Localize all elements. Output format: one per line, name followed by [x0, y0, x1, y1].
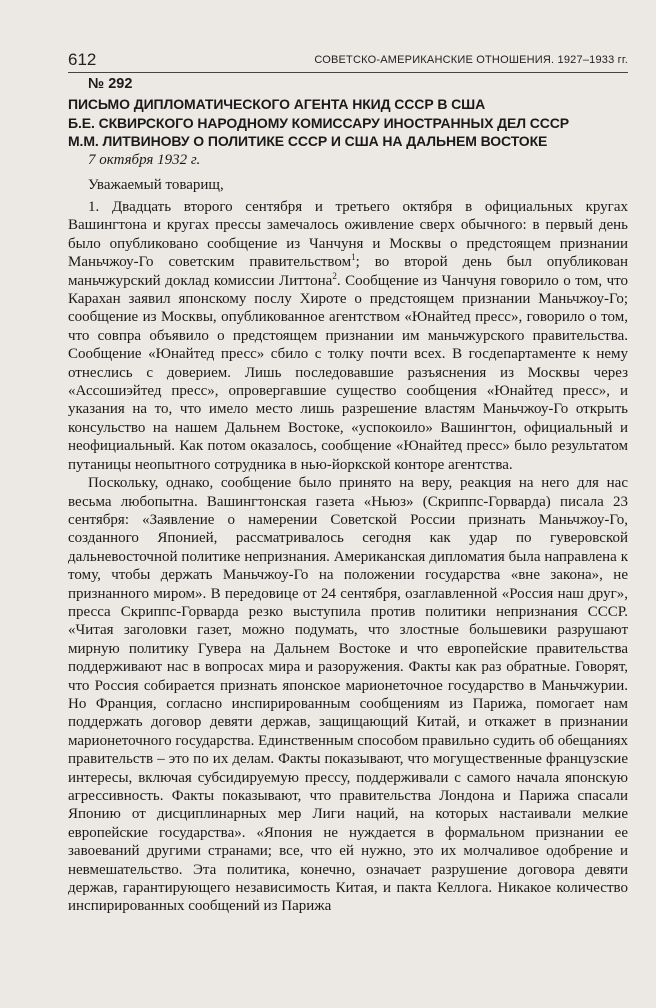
document-date: 7 октября 1932 г.: [88, 152, 201, 168]
paragraph-1-part-c: . Сообщение из Чанчуня говорило о том, что Карахан заявил японскому послу Хироте о предстоящем признании Маньчжоу-Го; сообщение из Москвы, опубликованное агентством «Юнайтед пресс», говорило о том, что совпра объявило о предстоящем признании им маньчжурского правительства. Сообщение «Юнайтед пресс» сбило с толку почти всех. В госдепартаменте к нему отнеслись с доверием. Лишь последовавшие разъяснения из Москвы через «Ассошиэйтед пресс», опровергавшие существо сообщения «Юнайтед пресс», и указания на то, что имело место лишь разрешение властям Маньчжоу-Го открыть консульство на нашем Дальнем Востоке, «успокоило» Вашингтон, официальный и неофициальный. Как потом оказалось, сообщение «Юнайтед пресс» было результатом путаницы неопытного сотрудника в нью-йоркской конторе агентства.: [68, 272, 629, 473]
document-title-line: Б.Е. СКВИРСКОГО НАРОДНОМУ КОМИССАРУ ИНОСТРАННЫХ ДЕЛ СССР: [68, 114, 570, 131]
document-title-line: ПИСЬМО ДИПЛОМАТИЧЕСКОГО АГЕНТА НКИД СССР В США: [68, 96, 486, 112]
document-title-line: М.М. ЛИТВИНОВУ О ПОЛИТИКЕ СССР И США НА ДАЛЬНЕМ ВОСТОКЕ: [68, 133, 548, 149]
paragraph-1-part-a: 1. Двадцать второго сентября и третьего октября в официальных кругах Вашингтона и кругах прессы замечалось оживление сверх обычного: в первый день было опубликовано сообщение из Чанчуня и Москвы о предстоящем признании Маньчжоу-Го советским правительством: [68, 199, 628, 271]
running-head: СОВЕТСКО-АМЕРИКАНСКИЕ ОТНОШЕНИЯ. 1927–1933 гг.: [314, 54, 628, 66]
document-title: [68, 95, 628, 151]
paragraph-1: [68, 198, 628, 474]
document-number: № 292: [88, 76, 133, 92]
footnote-marker-2: 2: [332, 270, 337, 281]
salutation: Уважаемый товарищ,: [88, 177, 224, 193]
footnote-marker-1: 1: [351, 252, 356, 263]
paragraph-2: Поскольку, однако, сообщение было принято на веру, реакция на него для нас весьма любопытна. Вашингтонская газета «Ньюз» (Скриппс-Горварда) писала 23 сентября: «Заявление о намерении Советской России признать Маньчжоу-Го, созданного Японией, рассматривалось сегодня как удар по гуверовской дальневосточной политике непризнания. Американская дипломатия была направлена к тому, чтобы держать Маньчжоу-Го на положении государства «вне закона», не признанного миром». В передовице от 24 сентября, озаглавленной «Россия наш друг», пресса Скриппс-Горварда резко выступила против политики непризнания СССР. «Читая заголовки газет, можно подумать, что злостные большевики разрушают мирную политику Гувера на Дальнем Востоке и что европейские правительства поддерживают нас в вопросах мира и разоружения. Факты как раз обратные. Говорят, что Россия собирается признать японское марионеточное государство в Маньчжурии. Но Франция, согласно инспирированным сообщениям из Парижа, помогает нам поддержать договор девяти держав, защищающий Китай, и откажет в признании марионеточного государства. Единственным способом правильно судить об обещаниях правительств – это по их делам. Факты показывают, что могущественные французские интересы, включая субсидируемую прессу, поддерживали с самого начала японскую агрессивность. Факты показывают, что правительства Лондона и Парижа спасали Японию от дисциплинарных мер Лиги наций, на которых настаивали мелкие европейские государства». «Япония не нуждается в формальном признании ее завоеваний другими странами; все, что ей нужно, это их молчаливое одобрение и невмешательство. Эта политика, конечно, означает разрушение договора девяти держав, гарантирующего независимость Китая, и пакта Келлога. Никакое количество инспирированных сообщений из Парижа: [68, 475, 628, 915]
paragraph-1-part-b: ; во второй день был опубликован маньчжурский доклад комиссии Литтона: [68, 254, 629, 289]
page-header: [68, 50, 628, 73]
body-text: [68, 198, 628, 916]
page-number: 612: [68, 50, 97, 69]
